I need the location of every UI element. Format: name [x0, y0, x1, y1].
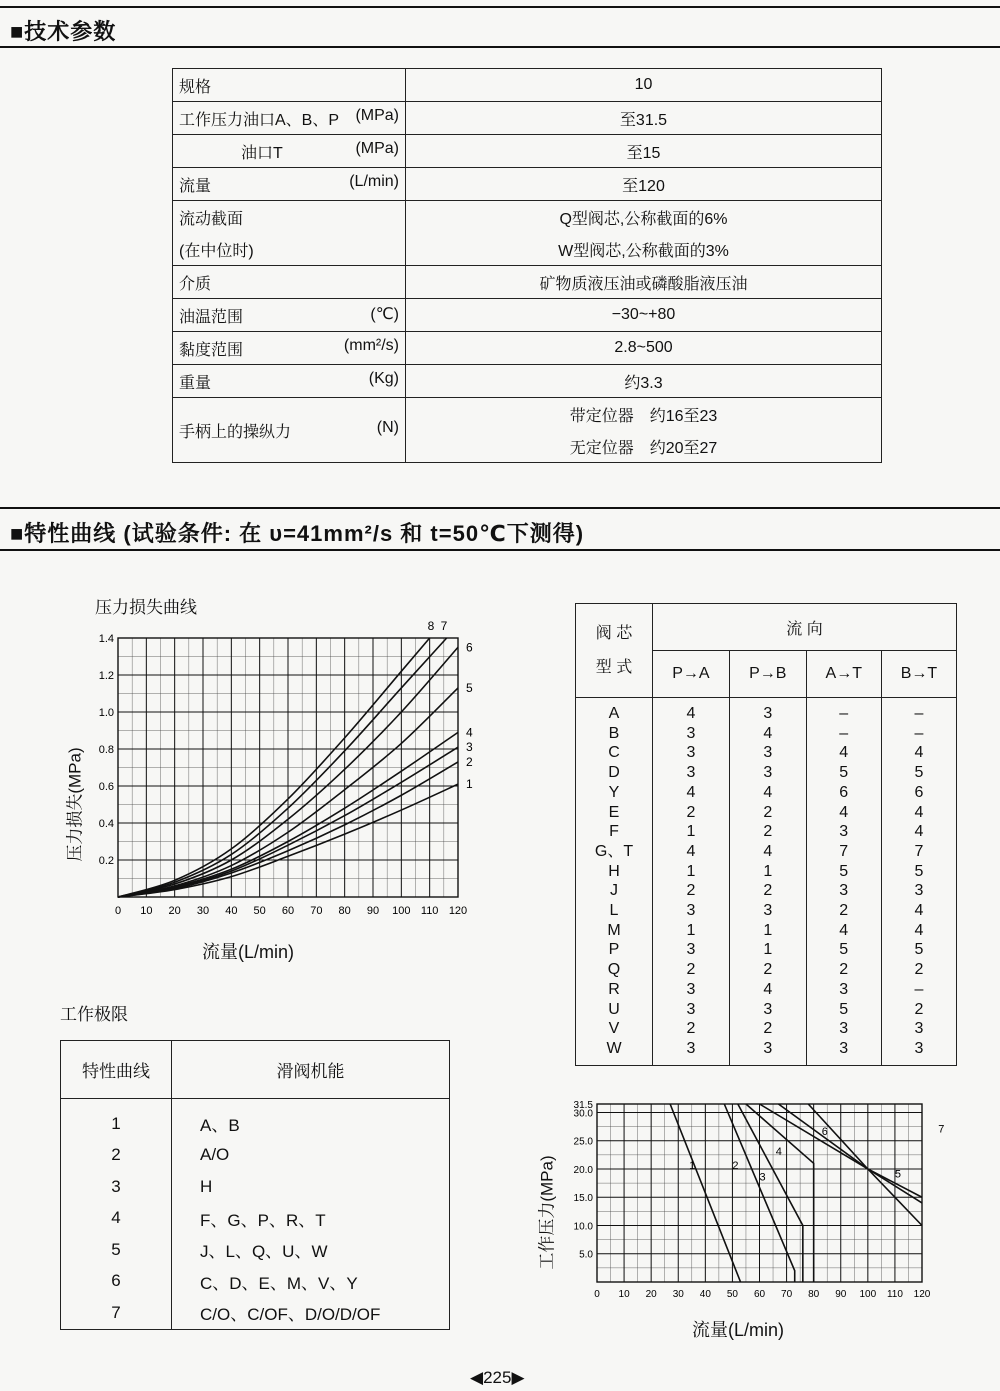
series-line — [738, 1104, 803, 1282]
spec-row — [173, 365, 882, 398]
series-label: 1 — [689, 1159, 696, 1172]
spec-value: 2.8~500 — [406, 332, 882, 365]
spool-row — [576, 763, 957, 783]
spool-curve-number: – — [881, 698, 956, 724]
pressure-loss-chart — [40, 600, 520, 980]
working-limit-chart — [560, 1095, 980, 1335]
limits-row — [61, 1297, 450, 1329]
spool-curve-number: – — [881, 980, 956, 1000]
spool-curve-number: 4 — [806, 743, 881, 763]
spool-row — [576, 842, 957, 862]
x-tick-label: 90 — [835, 1289, 847, 1300]
col-header: B→T — [881, 651, 956, 698]
spec-label: 黏度范围 — [179, 341, 244, 359]
spool-row — [576, 980, 957, 1000]
limits-table — [60, 1040, 450, 1330]
spool-curve-number: 1 — [653, 921, 730, 941]
x-tick-label: 80 — [808, 1289, 820, 1300]
pressure-loss-xlabel: 流量(L/min) — [202, 942, 295, 962]
section-header-specs — [0, 6, 1000, 48]
spec-value: 至15 — [406, 135, 882, 168]
spool-curve-number: 3 — [729, 698, 806, 724]
x-tick-label: 90 — [366, 905, 380, 917]
x-tick-label: 20 — [168, 905, 181, 917]
spec-label: 流动截面 — [179, 210, 244, 228]
spec-row — [173, 135, 882, 168]
spool-row — [576, 1039, 957, 1065]
x-tick-label: 70 — [310, 905, 323, 917]
pressure-loss-title: 压力损失曲线 — [95, 598, 197, 617]
x-tick-label: 60 — [281, 905, 295, 917]
spool-curve-number: 3 — [729, 901, 806, 921]
x-tick-label: 50 — [253, 905, 266, 917]
limits-curve-number: 3 — [61, 1171, 172, 1203]
y-tick-label: 1.0 — [98, 707, 114, 719]
spool-curve-number: 3 — [806, 881, 881, 901]
series-label: 2 — [466, 754, 473, 769]
spool-type: R — [576, 980, 653, 1000]
spec-row — [173, 69, 882, 102]
spool-row — [576, 901, 957, 921]
spec-unit: (℃) — [370, 305, 399, 323]
spool-curve-number: – — [806, 698, 881, 724]
spool-curve-number: 2 — [729, 960, 806, 980]
series-label: 6 — [466, 640, 473, 655]
spool-curve-number: 5 — [806, 940, 881, 960]
spool-curve-number: – — [881, 724, 956, 744]
spool-curve-number: 3 — [653, 901, 730, 921]
spec-unit: (mm²/s) — [343, 336, 399, 354]
y-tick-label: 0.4 — [98, 818, 114, 830]
spool-curve-number: 2 — [653, 881, 730, 901]
limits-function: C、D、E、M、V、Y — [200, 1273, 358, 1293]
col-header: A→T — [806, 651, 881, 698]
col-header: P→A — [653, 651, 730, 698]
spool-curve-number: 3 — [653, 763, 730, 783]
spec-value: −30~+80 — [406, 299, 882, 332]
spool-type: U — [576, 1000, 653, 1020]
spool-curve-number: 3 — [881, 1019, 956, 1039]
spool-header-row — [576, 604, 957, 651]
spool-type: C — [576, 743, 653, 763]
limits-function: A、B — [200, 1116, 240, 1136]
spool-row — [576, 724, 957, 744]
limits-function: J、L、Q、U、W — [200, 1242, 328, 1262]
spool-curve-number: 4 — [881, 803, 956, 823]
spool-row — [576, 921, 957, 941]
spec-row — [173, 266, 882, 299]
limits-function: C/O、C/OF、D/O/D/OF — [200, 1305, 381, 1325]
spool-type: H — [576, 862, 653, 882]
spec-unit: (MPa) — [355, 139, 399, 157]
spool-curve-number: 4 — [806, 921, 881, 941]
spool-curve-number: 3 — [806, 1039, 881, 1065]
spool-row — [576, 1000, 957, 1020]
spool-curve-number: 3 — [653, 724, 730, 744]
limits-curve-number: 5 — [61, 1234, 172, 1266]
y-tick-label: 20.0 — [573, 1164, 593, 1176]
spec-value: 至31.5 — [406, 102, 882, 135]
spool-curve-number: 3 — [653, 1039, 730, 1065]
spec-label: 油口T — [241, 144, 283, 162]
limits-curve-number: 4 — [61, 1203, 172, 1235]
spec-value: 10 — [406, 69, 882, 102]
y-tick-label: 30.0 — [573, 1108, 593, 1120]
y-tick-label: 1.4 — [98, 633, 114, 645]
spool-curve-number: 4 — [653, 698, 730, 724]
spec-label: 重量 — [179, 374, 212, 392]
spool-curve-number: 4 — [729, 842, 806, 862]
spool-curve-number: 7 — [806, 842, 881, 862]
spool-curve-number: 2 — [653, 1019, 730, 1039]
spool-curve-number: 3 — [881, 1039, 956, 1065]
limits-curve-number: 1 — [61, 1099, 172, 1140]
spool-row — [576, 803, 957, 823]
limits-curve-number: 2 — [61, 1140, 172, 1172]
spec-label: 规格 — [179, 78, 212, 96]
spool-curve-number: 6 — [806, 783, 881, 803]
spec-unit: (MPa) — [355, 106, 399, 124]
spool-curve-number: 4 — [806, 803, 881, 823]
spool-curve-number: 4 — [881, 822, 956, 842]
spool-curve-number: 1 — [729, 862, 806, 882]
spool-header-1: 阀 芯 — [595, 624, 633, 642]
spool-curve-number: 2 — [806, 901, 881, 921]
limits-title: 工作极限 — [60, 1005, 128, 1024]
spool-curve-number: 3 — [729, 743, 806, 763]
x-tick-label: 0 — [594, 1289, 600, 1300]
y-tick-label: 25.0 — [573, 1136, 593, 1148]
spool-type: V — [576, 1019, 653, 1039]
spec-value: 至120 — [406, 168, 882, 201]
series-label: 5 — [894, 1168, 902, 1181]
spec-unit: (L/min) — [349, 172, 399, 190]
limits-header: 特性曲线 — [61, 1041, 172, 1099]
spool-curve-number: 3 — [881, 881, 956, 901]
spool-curve-number: 2 — [729, 1019, 806, 1039]
limits-row — [61, 1203, 450, 1235]
spool-type: E — [576, 803, 653, 823]
spool-type: F — [576, 822, 653, 842]
limits-function: F、G、P、R、T — [200, 1210, 326, 1230]
spool-type: B — [576, 724, 653, 744]
spool-row — [576, 743, 957, 763]
spool-curve-number: 2 — [653, 960, 730, 980]
spool-curve-number: 3 — [653, 1000, 730, 1020]
spool-row — [576, 822, 957, 842]
x-tick-label: 0 — [114, 905, 122, 917]
spec-unit: (Kg) — [368, 369, 399, 387]
limits-row — [61, 1099, 450, 1140]
spec-label: 工作压力油口A、B、P — [179, 111, 340, 129]
limits-function: A/O — [200, 1145, 230, 1165]
spec-row — [173, 299, 882, 332]
x-tick-label: 110 — [886, 1289, 903, 1300]
series-label: 2 — [732, 1159, 739, 1172]
y-tick-label: 0.6 — [98, 781, 114, 793]
x-tick-label: 10 — [140, 905, 153, 917]
page-number: ◀225▶ — [470, 1368, 525, 1387]
spec-value: 无定位器 约20至27 — [406, 430, 882, 463]
spool-type: M — [576, 921, 653, 941]
series-label: 7 — [938, 1123, 945, 1136]
series-label: 5 — [466, 680, 473, 695]
spool-curve-number: 3 — [729, 1000, 806, 1020]
spool-curve-number: 3 — [806, 980, 881, 1000]
spool-type: Y — [576, 783, 653, 803]
flow-header: 流 向 — [653, 604, 957, 651]
limits-body — [61, 1099, 450, 1330]
section-title-curves: ■特性曲线 (试验条件: 在 υ=41mm²/s 和 t=50℃下测得) — [10, 521, 585, 546]
y-tick-label: 0.8 — [98, 744, 114, 756]
spec-row — [173, 168, 882, 201]
series-label: 4 — [775, 1145, 782, 1158]
spec-table — [172, 68, 882, 463]
x-tick-label: 80 — [338, 905, 351, 917]
y-tick-label: 10.0 — [573, 1221, 593, 1233]
spool-type: A — [576, 698, 653, 724]
x-tick-label: 120 — [913, 1289, 931, 1300]
x-tick-label: 30 — [196, 905, 210, 917]
x-tick-label: 10 — [618, 1289, 630, 1300]
spool-row — [576, 783, 957, 803]
y-tick-label: 1.2 — [98, 670, 114, 682]
limits-row — [61, 1266, 450, 1298]
limits-curve-number: 6 — [61, 1266, 172, 1298]
spec-label: (在中位时) — [179, 242, 254, 260]
spool-curve-number: 5 — [881, 940, 956, 960]
spool-type: D — [576, 763, 653, 783]
spool-curve-number: 2 — [881, 1000, 956, 1020]
spool-curve-number: 1 — [729, 921, 806, 941]
spool-row — [576, 881, 957, 901]
spool-row — [576, 940, 957, 960]
section-title-specs: ■技术参数 — [10, 19, 117, 44]
spool-type: P — [576, 940, 653, 960]
col-header: P→B — [729, 651, 806, 698]
series-label: 7 — [440, 619, 448, 633]
spool-curve-number: 3 — [806, 1019, 881, 1039]
x-tick-label: 70 — [781, 1289, 793, 1300]
spool-table — [575, 603, 957, 1066]
spool-curve-number: 4 — [881, 743, 956, 763]
x-tick-label: 20 — [645, 1289, 657, 1300]
series-label: 1 — [466, 777, 473, 792]
spool-type: W — [576, 1039, 653, 1065]
spool-curve-number: 5 — [881, 862, 956, 882]
spec-row — [173, 233, 882, 266]
spool-curve-number: 3 — [729, 1039, 806, 1065]
spool-curve-number: 2 — [881, 960, 956, 980]
x-tick-label: 30 — [672, 1289, 684, 1300]
spec-value: W型阀芯,公称截面的3% — [406, 233, 882, 266]
spec-value: 矿物质液压油或磷酸脂液压油 — [406, 266, 882, 299]
series-label: 3 — [759, 1171, 766, 1184]
spec-value: Q型阀芯,公称截面的6% — [406, 201, 882, 234]
spec-label: 流量 — [179, 177, 212, 195]
x-tick-label: 40 — [699, 1289, 711, 1300]
spec-label: 油温范围 — [179, 308, 244, 326]
spool-curve-number: 3 — [653, 980, 730, 1000]
spec-value: 带定位器 约16至23 — [406, 398, 882, 431]
spool-row — [576, 1019, 957, 1039]
limit-chart-xlabel: 流量(L/min) — [692, 1320, 785, 1340]
x-tick-label: 100 — [392, 905, 411, 917]
spool-curve-number: 3 — [806, 822, 881, 842]
spool-curve-number: 5 — [806, 763, 881, 783]
spool-curve-number: 5 — [806, 862, 881, 882]
limits-function: H — [200, 1176, 213, 1196]
pressure-loss-ylabel: 压力损失(MPa) — [65, 747, 85, 862]
spool-curve-number: 1 — [653, 862, 730, 882]
limits-row — [61, 1171, 450, 1203]
spool-curve-number: 6 — [881, 783, 956, 803]
spool-curve-number: 5 — [881, 763, 956, 783]
series-label: 3 — [466, 740, 473, 755]
spool-curve-number: 4 — [729, 724, 806, 744]
spool-curve-number: 4 — [653, 842, 730, 862]
spool-header-2: 型 式 — [595, 658, 633, 676]
spool-curve-number: 7 — [881, 842, 956, 862]
x-tick-label: 50 — [726, 1289, 738, 1300]
limits-row — [61, 1234, 450, 1266]
spec-row — [173, 102, 882, 135]
section-header-curves — [0, 507, 1000, 551]
spec-row — [173, 201, 882, 234]
spec-value: 约3.3 — [406, 365, 882, 398]
limits-row — [61, 1140, 450, 1172]
spool-curve-number: 3 — [653, 743, 730, 763]
limits-header-row — [61, 1041, 450, 1099]
limit-chart-ylabel: 工作压力(MPa) — [537, 1155, 557, 1270]
x-tick-label: 120 — [448, 905, 468, 917]
y-tick-label: 15.0 — [573, 1193, 593, 1205]
spec-row — [173, 332, 882, 365]
spool-curve-number: 2 — [729, 822, 806, 842]
spool-type: G、T — [576, 842, 653, 862]
spool-curve-number: 3 — [729, 763, 806, 783]
spool-curve-number: 1 — [653, 822, 730, 842]
spool-curve-number: 5 — [806, 1000, 881, 1020]
spool-curve-number: 1 — [729, 940, 806, 960]
limits-header: 滑阀机能 — [172, 1041, 450, 1099]
spool-type: Q — [576, 960, 653, 980]
spool-curve-number: 4 — [653, 783, 730, 803]
y-tick-label: 5.0 — [579, 1249, 593, 1261]
spec-unit: (N) — [376, 418, 399, 436]
spool-curve-number: 4 — [729, 980, 806, 1000]
y-tick-label: 31.5 — [573, 1100, 593, 1111]
spool-row — [576, 862, 957, 882]
x-tick-label: 60 — [753, 1289, 766, 1300]
x-tick-label: 40 — [225, 905, 238, 917]
spec-label: 手柄上的操纵力 — [179, 423, 292, 441]
spool-curve-number: 4 — [881, 901, 956, 921]
spool-row — [576, 960, 957, 980]
spool-body — [576, 698, 957, 1066]
spec-label: 介质 — [179, 275, 212, 293]
spool-curve-number: 2 — [729, 881, 806, 901]
series-label: 8 — [427, 619, 435, 633]
spool-curve-number: 4 — [881, 921, 956, 941]
spool-type: L — [576, 901, 653, 921]
spool-curve-number: – — [806, 724, 881, 744]
spec-row — [173, 398, 882, 431]
series-label: 6 — [821, 1126, 828, 1139]
spool-curve-number: 2 — [806, 960, 881, 980]
spool-curve-number: 2 — [653, 803, 730, 823]
spool-curve-number: 2 — [729, 803, 806, 823]
x-tick-label: 100 — [859, 1289, 877, 1300]
x-tick-label: 110 — [420, 905, 439, 917]
y-tick-label: 0.2 — [98, 855, 114, 867]
spool-curve-number: 3 — [653, 940, 730, 960]
limits-curve-number: 7 — [61, 1297, 172, 1329]
spool-row — [576, 698, 957, 724]
spool-curve-number: 4 — [729, 783, 806, 803]
spool-type: J — [576, 881, 653, 901]
series-label: 4 — [466, 725, 473, 740]
